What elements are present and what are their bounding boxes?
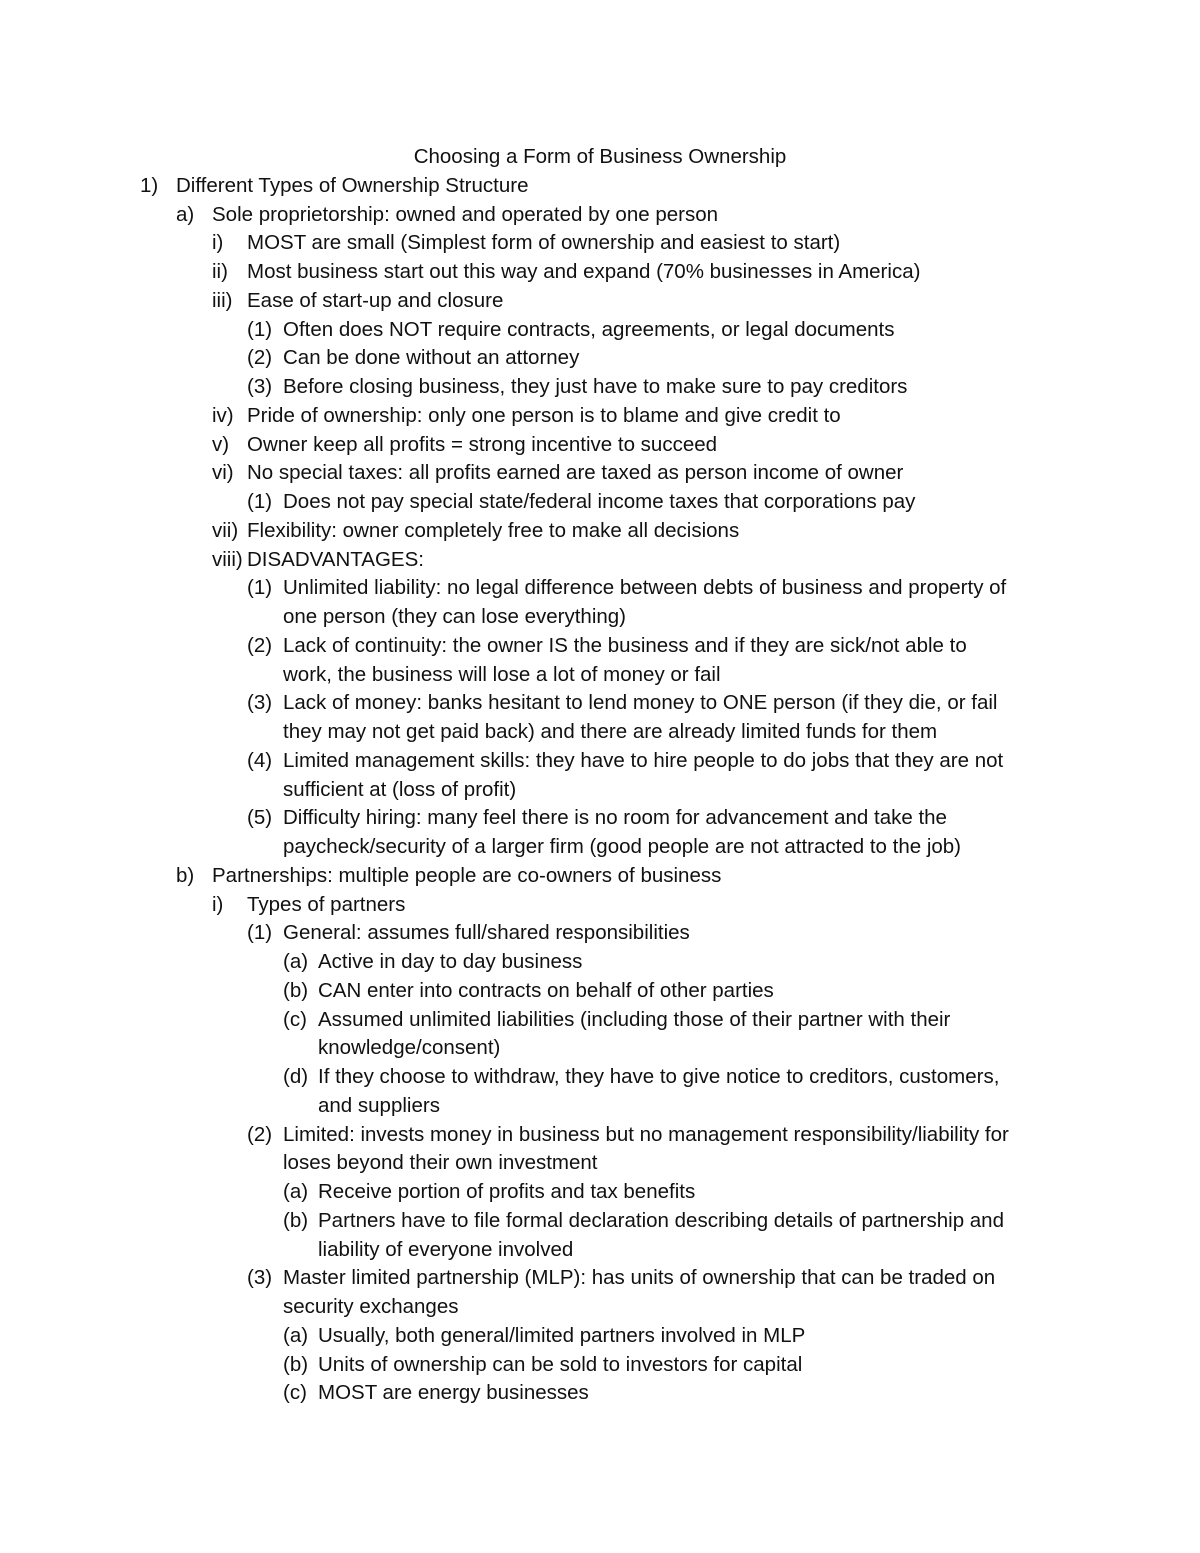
item-number: (c): [283, 1381, 307, 1405]
item-number: (2): [247, 1122, 273, 1146]
item-text: If they choose to withdraw, they have to give notice to creditors, customers,: [318, 1065, 1000, 1088]
item-text: paycheck/security of a larger firm (good people are not attracted to the job): [283, 835, 962, 858]
outline-line: [0, 919, 1200, 948]
outline-line: [0, 488, 1200, 517]
item-text: Units of ownership can be sold to investors for capital: [318, 1352, 803, 1376]
item-number: (5): [247, 806, 273, 830]
outline-line: [0, 1178, 1200, 1207]
outline-line: [0, 1006, 1200, 1035]
outline-line: [0, 402, 1200, 431]
document-title: Choosing a Form of Business Ownership: [413, 145, 787, 168]
outline-line: [0, 747, 1200, 776]
item-number: 1): [140, 173, 159, 197]
outline-line: [0, 718, 1200, 747]
outline-line: [0, 689, 1200, 718]
outline-line: [0, 776, 1200, 805]
item-number: iv): [212, 403, 234, 427]
outline-line: [0, 1264, 1200, 1293]
item-text: Usually, both general/limited partners involved in MLP: [318, 1323, 806, 1347]
item-text: Most business start out this way and expand (70% businesses in America): [247, 260, 921, 283]
outline-line: [0, 373, 1200, 402]
item-text: Limited: invests money in business but no management responsibility/liability for: [283, 1122, 1009, 1146]
item-text: Ease of start-up and closure: [247, 288, 504, 312]
outline-line: [0, 632, 1200, 661]
item-number: (1): [247, 921, 273, 945]
item-number: (1): [247, 317, 273, 341]
item-number: (2): [247, 346, 273, 370]
outline-line: [0, 229, 1200, 258]
item-text: Does not pay special state/federal income taxes that corporations pay: [283, 490, 916, 513]
item-number: (a): [283, 1180, 309, 1203]
outline-line: [0, 603, 1200, 632]
item-number: (c): [283, 1007, 307, 1031]
item-number: (1): [247, 490, 273, 513]
item-text: Difficulty hiring: many feel there is no room for advancement and take the: [283, 806, 947, 830]
item-number: vi): [212, 461, 234, 485]
item-number: (b): [283, 1208, 309, 1232]
outline-line: [0, 977, 1200, 1006]
item-text: and suppliers: [318, 1093, 440, 1117]
outline-list: [0, 172, 1200, 1408]
item-text: Receive portion of profits and tax benefits: [318, 1180, 696, 1203]
outline-line: [0, 948, 1200, 977]
outline-line: [0, 804, 1200, 833]
item-number: (3): [247, 1266, 273, 1290]
outline-line: [0, 1092, 1200, 1121]
outline-line: [0, 431, 1200, 460]
item-text: security exchanges: [283, 1295, 459, 1318]
item-text: Partners have to file formal declaration describing details of partnership and: [318, 1208, 1004, 1232]
item-text: Active in day to day business: [318, 950, 583, 973]
item-number: a): [176, 202, 195, 226]
outline-line: [0, 1322, 1200, 1351]
item-number: (d): [283, 1065, 309, 1088]
item-number: i): [212, 231, 224, 255]
item-number: (b): [283, 1352, 309, 1376]
outline-line: [0, 517, 1200, 546]
item-number: vii): [212, 518, 239, 542]
item-text: liability of everyone involved: [318, 1237, 574, 1261]
item-text: Lack of continuity: the owner IS the business and if they are sick/not able to: [283, 633, 967, 657]
item-number: b): [176, 863, 195, 887]
outline-line: [0, 258, 1200, 287]
item-text: Limited management skills: they have to hire people to do jobs that they are not: [283, 748, 1004, 772]
item-text: knowledge/consent): [318, 1036, 501, 1060]
outline-line: [0, 1063, 1200, 1092]
item-text: Unlimited liability: no legal difference between debts of business and property of: [283, 576, 1007, 600]
outline-line: [0, 1236, 1200, 1265]
outline-line: [0, 1149, 1200, 1178]
item-text: MOST are energy businesses: [318, 1381, 589, 1405]
outline-line: [0, 1207, 1200, 1236]
item-text: sufficient at (loss of profit): [283, 777, 517, 801]
outline-line: [0, 1293, 1200, 1322]
outline-line: [0, 574, 1200, 603]
item-text: No special taxes: all profits earned are taxed as person income of owner: [247, 461, 904, 485]
outline-line: [0, 287, 1200, 316]
item-text: work, the business will lose a lot of money or fail: [283, 662, 721, 686]
item-number: viii): [212, 547, 243, 571]
item-text: DISADVANTAGES:: [247, 547, 424, 571]
outline-line: [0, 1379, 1200, 1408]
item-text: Master limited partnership (MLP): has units of ownership that can be traded on: [283, 1266, 996, 1290]
item-text: Owner keep all profits = strong incentive to succeed: [247, 432, 718, 456]
outline-line: [0, 344, 1200, 373]
item-number: (2): [247, 633, 273, 657]
outline-line: [0, 316, 1200, 345]
item-number: (a): [283, 1323, 309, 1347]
outline-line: [0, 661, 1200, 690]
item-number: (b): [283, 978, 309, 1002]
outline-line: [0, 172, 1200, 201]
item-text: CAN enter into contracts on behalf of other parties: [318, 978, 774, 1002]
item-text: Sole proprietorship: owned and operated by one person: [212, 202, 719, 226]
outline-line: [0, 1034, 1200, 1063]
outline-line: [0, 833, 1200, 862]
item-text: Types of partners: [247, 892, 406, 916]
outline-line: [0, 201, 1200, 230]
item-text: loses beyond their own investment: [283, 1151, 598, 1175]
item-text: Pride of ownership: only one person is to blame and give credit to: [247, 403, 841, 427]
item-text: Assumed unlimited liabilities (including those of their partner with their: [318, 1007, 951, 1031]
item-text: they may not get paid back) and there are already limited funds for them: [283, 720, 938, 743]
outline-line: [0, 459, 1200, 488]
item-number: ii): [212, 260, 228, 283]
item-number: (4): [247, 748, 273, 772]
outline-line: [0, 546, 1200, 575]
outline-line: [0, 862, 1200, 891]
item-number: iii): [212, 288, 233, 312]
item-number: (3): [247, 691, 273, 715]
item-text: Partnerships: multiple people are co-owners of business: [212, 863, 722, 887]
outline-line: [0, 1351, 1200, 1380]
item-text: MOST are small (Simplest form of ownership and easiest to start): [247, 231, 841, 255]
item-text: Lack of money: banks hesitant to lend money to ONE person (if they die, or fail: [283, 691, 998, 715]
item-text: one person (they can lose everything): [283, 605, 627, 628]
item-number: (1): [247, 576, 273, 600]
item-number: i): [212, 892, 224, 916]
item-text: Can be done without an attorney: [283, 346, 580, 370]
item-text: Different Types of Ownership Structure: [176, 173, 529, 197]
item-number: (3): [247, 375, 273, 398]
item-number: (a): [283, 950, 309, 973]
outline-line: [0, 1121, 1200, 1150]
item-number: v): [212, 432, 230, 456]
item-text: Often does NOT require contracts, agreements, or legal documents: [283, 317, 895, 341]
item-text: General: assumes full/shared responsibilities: [283, 921, 690, 945]
outline-line: [0, 891, 1200, 920]
item-text: Before closing business, they just have to make sure to pay creditors: [283, 375, 908, 398]
item-text: Flexibility: owner completely free to make all decisions: [247, 518, 740, 542]
